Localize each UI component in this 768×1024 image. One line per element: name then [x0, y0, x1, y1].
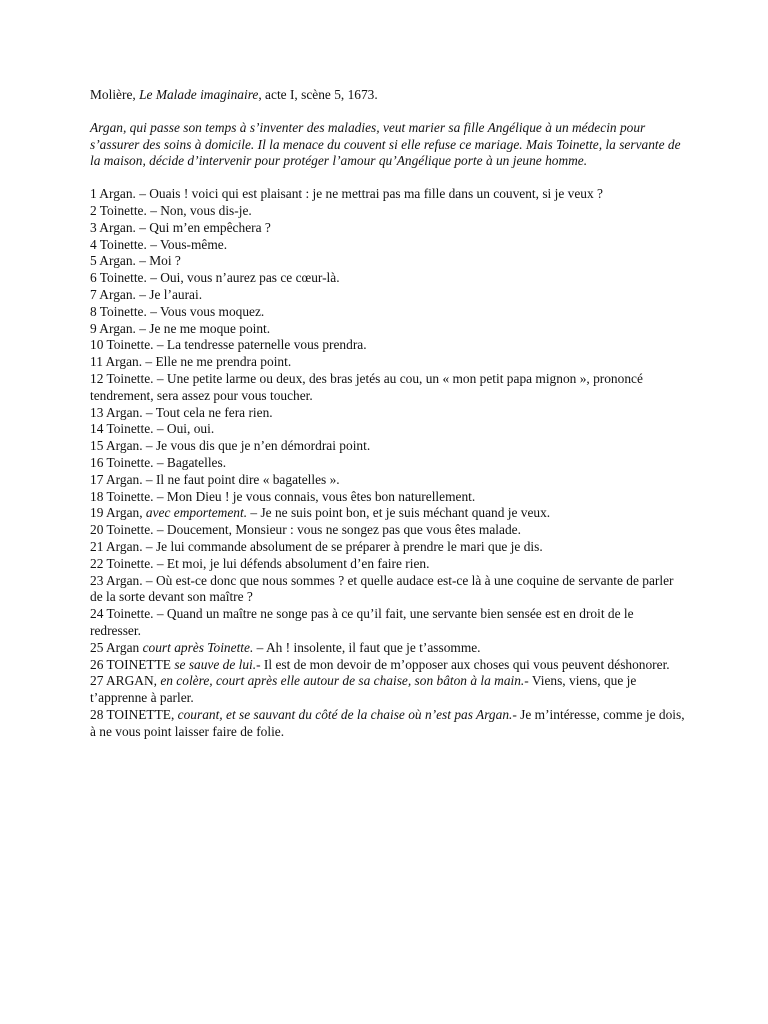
dialogue-line	[90, 304, 686, 321]
dialogue-line	[90, 438, 686, 455]
source-title: Le Malade imaginaire	[139, 87, 259, 102]
line-text: – Mon Dieu ! je vous connais, vous êtes bon naturellement.	[153, 488, 476, 504]
line-speaker: 17 Argan.	[90, 471, 143, 487]
line-text: - Il est de mon devoir de m’opposer aux choses qui vous peuvent déshonorer.	[256, 656, 670, 672]
line-speaker: 13 Argan.	[90, 404, 143, 420]
line-text: – Moi ?	[135, 253, 181, 269]
line-speaker: 27 ARGAN,	[90, 673, 161, 689]
line-speaker: 24 Toinette.	[90, 606, 154, 622]
line-speaker: 8 Toinette.	[90, 303, 147, 319]
line-text: – Ah ! insolente, il faut que je t’assomme.	[253, 639, 481, 655]
dialogue-line	[90, 287, 686, 304]
intro-paragraph: Argan, qui passe son temps à s’inventer des maladies, veut marier sa fille Angélique à un médecin pour s’assurer des soins à domicile. Il la menace du couvent si elle refuse ce mariage. Mais Toinette, la servante de la maison, décide d’intervenir pour protéger l’amour qu’Angélique porte à un jeune homme.	[90, 119, 681, 169]
line-speaker: 2 Toinette.	[90, 202, 147, 218]
line-text: – Oui, vous n’aurez pas ce cœur-là.	[146, 270, 340, 286]
line-text: - Je m’intéresse, comme je dois, à ne vous point laisser faire de folie.	[90, 706, 685, 739]
dialogue-line	[90, 203, 686, 220]
line-speaker: 11 Argan.	[90, 354, 143, 370]
dialogue-line	[90, 673, 686, 707]
dialogue-line	[90, 539, 686, 556]
line-speaker: 22 Toinette.	[90, 555, 154, 571]
line-speaker: 15 Argan.	[90, 438, 143, 454]
line-speaker: 14 Toinette.	[90, 421, 154, 437]
line-text: – Je vous dis que je n’en démordrai point.	[142, 438, 371, 454]
dialogue-line	[90, 657, 686, 674]
line-speaker: 6 Toinette.	[90, 270, 147, 286]
dialogue-line	[90, 337, 686, 354]
dialogue-list	[90, 186, 686, 740]
line-text: – Je ne suis point bon, et je suis méchant quand je veux.	[247, 505, 551, 521]
line-text: – Elle ne me prendra point.	[142, 354, 292, 370]
dialogue-line	[90, 321, 686, 338]
line-speaker: 3 Argan.	[90, 219, 136, 235]
source-citation	[90, 87, 686, 104]
line-text: – Je l’aurai.	[135, 286, 203, 302]
line-speaker: 4 Toinette.	[90, 236, 147, 252]
dialogue-line	[90, 573, 686, 607]
line-speaker: 12 Toinette.	[90, 370, 154, 386]
stage-direction: en colère, court après elle autour de sa chaise, son bâton à la main.	[160, 673, 525, 689]
line-speaker: 21 Argan.	[90, 538, 143, 554]
line-text: – Quand un maître ne songe pas à ce qu’il fait, une servante bien sensée est en droit de le redresser.	[90, 606, 634, 638]
line-speaker: 28 TOINETTE,	[90, 706, 178, 722]
line-speaker: 23 Argan.	[90, 572, 143, 588]
dialogue-line	[90, 505, 686, 522]
line-speaker: 10 Toinette.	[90, 337, 154, 353]
line-speaker: 19 Argan,	[90, 505, 146, 521]
line-speaker: 9 Argan.	[90, 320, 136, 336]
stage-direction: avec emportement.	[145, 505, 248, 521]
dialogue-line	[90, 253, 686, 270]
dialogue-line	[90, 186, 686, 203]
line-speaker: 26 TOINETTE	[90, 656, 175, 672]
dialogue-line	[90, 640, 686, 657]
line-speaker: 7 Argan.	[90, 286, 136, 302]
line-text: – Qui m’en empêchera ?	[135, 219, 271, 235]
line-speaker: 16 Toinette.	[90, 454, 154, 470]
source-author: Molière,	[90, 87, 140, 102]
stage-direction: court après Toinette.	[142, 639, 254, 655]
stage-direction: courant, et se sauvant du côté de la chaise où n’est pas Argan.	[177, 706, 513, 722]
line-text: – Doucement, Monsieur : vous ne songez pas que vous êtes malade.	[153, 522, 521, 538]
source-details: , acte I, scène 5, 1673.	[258, 87, 378, 102]
line-text: – Il ne faut point dire « bagatelles ».	[142, 471, 340, 487]
line-speaker: 18 Toinette.	[90, 488, 154, 504]
line-speaker: 20 Toinette.	[90, 522, 154, 538]
line-text: – Ouais ! voici qui est plaisant : je ne mettrai pas ma fille dans un couvent, si je veux ?	[135, 186, 603, 202]
line-text: – Oui, oui.	[153, 421, 215, 437]
dialogue-line	[90, 421, 686, 438]
dialogue-line	[90, 354, 686, 371]
line-text: – Et moi, je lui défends absolument d’en faire rien.	[153, 555, 430, 571]
stage-direction: se sauve de lui.	[174, 656, 257, 672]
dialogue-line	[90, 270, 686, 287]
dialogue-line	[90, 522, 686, 539]
line-text: - Viens, viens, que je t’apprenne à parler.	[90, 673, 637, 706]
dialogue-line	[90, 606, 686, 640]
dialogue-line	[90, 237, 686, 254]
line-text: – Une petite larme ou deux, des bras jetés au cou, un « mon petit papa mignon », prononcé tendrement, sera assez pour vous toucher.	[90, 370, 643, 403]
line-text: – Bagatelles.	[153, 454, 227, 470]
dialogue-line	[90, 220, 686, 237]
line-speaker: 25 Argan	[90, 639, 143, 655]
dialogue-line	[90, 371, 686, 405]
line-text: – Où est-ce donc que nous sommes ? et quelle audace est-ce là à une coquine de servante de parler de la sorte devant son maître ?	[90, 572, 674, 605]
line-speaker: 5 Argan.	[90, 253, 136, 269]
line-text: – Non, vous dis-je.	[146, 202, 252, 218]
dialogue-line	[90, 455, 686, 472]
dialogue-line	[90, 472, 686, 489]
line-text: – Je lui commande absolument de se préparer à prendre le mari que je dis.	[142, 538, 543, 554]
line-text: – Je ne me moque point.	[135, 320, 271, 336]
dialogue-line	[90, 707, 686, 741]
line-text: – Vous vous moquez.	[146, 303, 265, 319]
line-text: – Vous-même.	[146, 236, 228, 252]
line-text: – Tout cela ne fera rien.	[142, 404, 273, 420]
dialogue-line	[90, 405, 686, 422]
dialogue-line	[90, 556, 686, 573]
document-page	[90, 87, 686, 740]
line-speaker: 1 Argan.	[90, 186, 136, 202]
dialogue-line	[90, 489, 686, 506]
line-text: – La tendresse paternelle vous prendra.	[153, 337, 367, 353]
